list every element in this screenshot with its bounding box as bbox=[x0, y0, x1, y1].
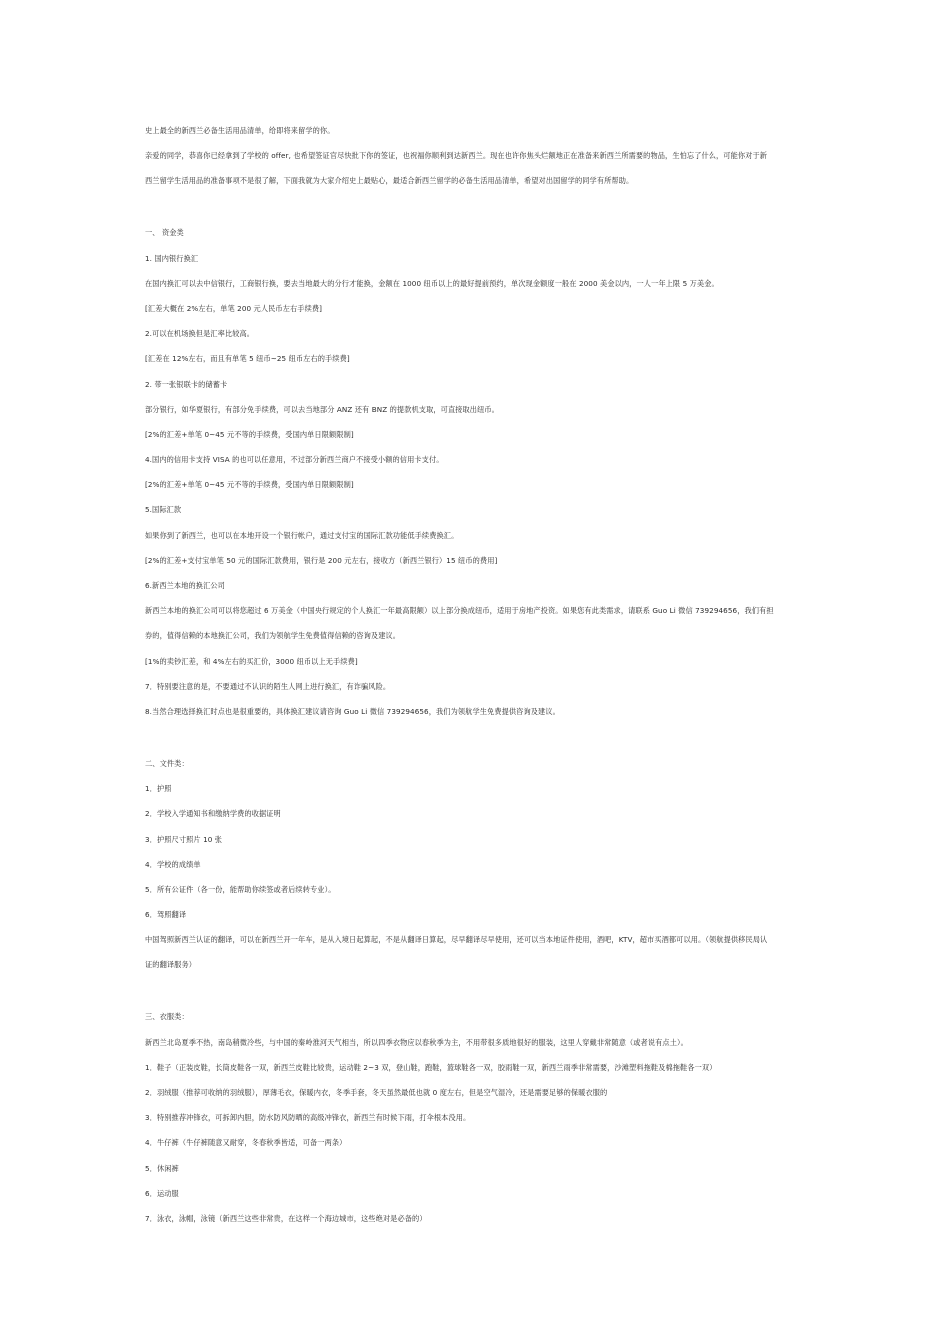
paragraph-line: 新西兰本地的换汇公司可以将您超过 6 万美金（中国央行规定的个人换汇一年最高限额）以上部分换成纽币，适用于房地产投资。如果您有此类需求，请联系 Guo Li 微信 739294656，我们有担 bbox=[145, 606, 774, 616]
list-item: 1．鞋子（正装皮鞋，长筒皮鞋各一双，新西兰皮鞋比较贵，运动鞋 2~3 双，登山鞋，跑鞋，篮球鞋各一双，胶雨鞋一双，新西兰雨季非常需要，沙滩塑料拖鞋及棉拖鞋各一双） bbox=[145, 1062, 717, 1072]
paragraph-line: 在国内换汇可以去中信银行，工商银行换，要去当地最大的分行才能换，金额在 1000 纽币以上的最好提前预约，单次现金额度一般在 2000 美金以内，一人一年上限 5 万美金。 bbox=[145, 278, 719, 288]
section-1-body bbox=[145, 254, 810, 717]
paragraph-line: 证的翻译服务） bbox=[145, 960, 197, 970]
paragraph-line: 8.当然合理选择换汇时点也是很重要的，具体换汇建议请咨询 Guo Li 微信 739294656，我们为领航学生免费提供咨询及建议。 bbox=[145, 706, 560, 716]
intro-line-2: 西兰留学生活用品的准备事项不是很了解，下面我就为大家介绍史上最贴心，最适合新西兰留学的必备生活用品清单，希望对出国留学的同学有所帮助。 bbox=[145, 176, 634, 186]
paragraph-line: 4.国内的信用卡支持 VISA 的也可以任意用，不过部分新西兰商户不接受小额的信用卡支付。 bbox=[145, 455, 444, 465]
paragraph-line: 如果你到了新西兰，也可以在本地开设一个银行帐户，通过支付宝的国际汇款功能低手续费换汇。 bbox=[145, 530, 459, 540]
section-3-body bbox=[145, 1038, 810, 1224]
document-page bbox=[145, 126, 810, 1224]
paragraph-line: [2%的汇差+单笔 0~45 元不等的手续费，受国内单日限额限制] bbox=[145, 429, 354, 439]
list-item: 2．羽绒服（推荐可收纳的羽绒服），厚薄毛衣，保暖内衣，冬季手套，冬天虽然最低也就 0 度左右，但是空气湿冷，还是需要足够的保暖衣服的 bbox=[145, 1088, 608, 1097]
intro-line-1: 亲爱的同学，恭喜你已经拿到了学校的 offer, 也希望签证官尽快批下你的签证，也祝福你顺利到达新西兰。现在也许你焦头烂额地正在准备来新西兰所需要的物品，生怕忘了什么，可能你对于新 bbox=[145, 151, 768, 161]
paragraph-line: 部分银行，如华夏银行，有部分免手续费，可以去当地部分 ANZ 还有 BNZ 的提款机支取，可直接取出纽币。 bbox=[145, 404, 499, 414]
list-item: 2．学校入学通知书和缴纳学费的收据证明 bbox=[145, 809, 281, 819]
paragraph-line: [2%的汇差+单笔 0~45 元不等的手续费，受国内单日限额限制] bbox=[145, 480, 354, 490]
paragraph-line: 新西兰北岛夏季不热，南岛稍微冷些，与中国的秦岭淮河天气相当，所以四季衣物应以春秋季为主，不用带很多质地很好的服装，这里人穿戴非常随意（或者说有点土）。 bbox=[145, 1037, 688, 1047]
list-item: 3．护照尺寸照片 10 张 bbox=[145, 834, 223, 844]
paragraph-line: 5.国际汇款 bbox=[145, 505, 182, 515]
paragraph-line: 中国驾照新西兰认证的翻译，可以在新西兰开一年车，是从入境日起算起，不是从翻译日算起，尽早翻译尽早使用，还可以当本地证件使用，酒吧，KTV，超市买酒都可以用。（领航提供移民局认 bbox=[145, 935, 768, 945]
document-title: 史上最全的新西兰必备生活用品清单，给即将来留学的你。 bbox=[145, 126, 335, 135]
section-2-heading: 二、文件类： bbox=[145, 758, 189, 768]
list-item: 1．护照 bbox=[145, 784, 172, 794]
paragraph-line: 1. 国内银行换汇 bbox=[145, 253, 199, 263]
paragraph-line: [汇差在 12%左右，而且有单笔 5 纽币~25 纽币左右的手续费] bbox=[145, 354, 350, 364]
list-item: 6．运动服 bbox=[145, 1188, 179, 1198]
paragraph-line: 2.可以在机场换但是汇率比较高。 bbox=[145, 329, 255, 339]
paragraph-line: 券的，值得信赖的本地换汇公司，我们为领航学生免费值得信赖的咨询及建议。 bbox=[145, 631, 401, 641]
list-item: 7．泳衣，泳帽，泳镜（新西兰这些非常贵，在这样一个海边城市，这些绝对是必备的） bbox=[145, 1213, 427, 1223]
paragraph-line: 6.新西兰本地的换汇公司 bbox=[145, 581, 225, 590]
paragraph-line: 2. 带一张银联卡的储蓄卡 bbox=[145, 379, 228, 389]
paragraph-line: [汇差大概在 2%左右，单笔 200 元人民币左右手续费] bbox=[145, 303, 323, 313]
list-item: 6．驾照翻译 bbox=[145, 910, 187, 920]
list-item: 5．所有公证件（各一份，能帮助你续签或者后续转专业）。 bbox=[145, 884, 336, 894]
section-1-heading: 一、 资金类 bbox=[145, 228, 184, 238]
section-3-heading: 三、衣服类： bbox=[145, 1012, 189, 1022]
paragraph-line: [2%的汇差+支付宝单笔 50 元的国际汇款费用，银行是 200 元左右，接收方（新西兰银行）15 纽币的费用] bbox=[145, 555, 498, 565]
list-item: 4．牛仔裤（牛仔裤随意又耐穿，冬春秋季皆适，可备一两条） bbox=[145, 1138, 347, 1148]
section-2-body bbox=[145, 784, 810, 970]
paragraph-line: [1%的卖钞汇差，和 4%左右的买汇价，3000 纽币以上无手续费] bbox=[145, 656, 358, 666]
list-item: 5．休闲裤 bbox=[145, 1163, 179, 1173]
paragraph-line: 7．特别要注意的是，不要通过不认识的陌生人网上进行换汇，有诈骗风险。 bbox=[145, 681, 391, 691]
list-item: 4．学校的成绩单 bbox=[145, 859, 201, 869]
list-item: 3．特别推荐冲锋衣，可拆卸内胆，防水防风防晒的高级冲锋衣，新西兰有时候下雨，打伞根本没用。 bbox=[145, 1113, 471, 1123]
